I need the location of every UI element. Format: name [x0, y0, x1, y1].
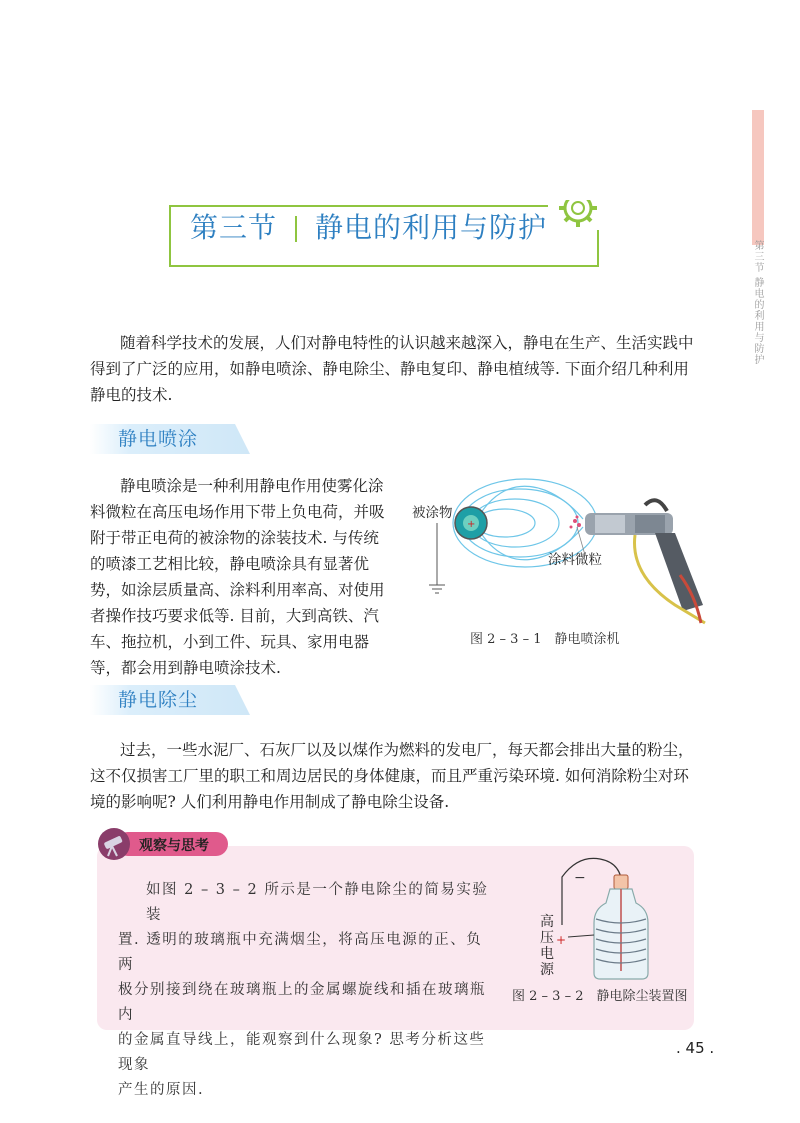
plus-sign: + — [556, 933, 567, 947]
observe-line-2: 置. 透明的玻璃瓶中充满烟尘，将高压电源的正、负两 — [118, 932, 483, 973]
dust-line-2: 这不仅损害工厂里的职工和周边居民的身体健康，而且严重污染环境. 如何消除粉尘对环 — [90, 767, 689, 785]
observe-line-4: 的金属直导线上，能观察到什么现象? 思考分析这些现象 — [118, 1032, 486, 1073]
observe-line-3: 极分别接到绕在玻璃瓶上的金属螺旋线和插在玻璃瓶内 — [118, 982, 486, 1023]
observe-text — [118, 878, 498, 1103]
power-label-char: 高 — [540, 914, 554, 930]
spray-line-5: 势，如涂层质量高、涂料利用率高、对使用 — [90, 581, 385, 599]
section-number: 第三节 — [190, 211, 278, 244]
page-title — [190, 206, 547, 246]
label-coated-object: 被涂物 — [412, 505, 453, 521]
minus-sign: − — [574, 870, 586, 886]
dust-line-3: 境的影响呢? 人们利用静电作用制成了静电除尘设备. — [90, 793, 450, 811]
page-number: . 45 . — [676, 1039, 715, 1057]
power-label-char: 源 — [540, 962, 554, 978]
spray-line-6: 者操作技巧要求低等. 目前，大到高铁、汽 — [90, 607, 379, 625]
title-divider — [295, 216, 297, 242]
label-paint-particles: 涂料微粒 — [548, 552, 602, 568]
bottle-icon — [594, 875, 648, 979]
section-title: 静电的利用与防护 — [315, 211, 548, 244]
chapter-edge-text: 第三节 静电的利用与防护 — [752, 240, 763, 366]
power-source-label — [540, 914, 556, 978]
spray-line-1: 静电喷涂是一种利用静电作用使雾化涂 — [120, 477, 384, 495]
spray-line-8: 等，都会用到静电喷涂技术. — [90, 659, 281, 677]
heading-dust: 静电除尘 — [118, 689, 199, 711]
spray-line-7: 车、拖拉机，小到工件、玩具、家用电器 — [90, 633, 370, 651]
intro-line-1: 随着科学技术的发展，人们对静电特性的认识越来越深入，静电在生产、生活实践中 — [120, 334, 694, 352]
spray-gun-icon — [585, 500, 705, 623]
observe-line-1: 如图 2 – 3 – 2 所示是一个静电除尘的简易实验装 — [146, 882, 489, 923]
figure-caption-2-3-1: 图 2 – 3 – 1 静电喷涂机 — [470, 632, 620, 647]
intro-line-3: 静电的技术. — [90, 386, 173, 404]
spray-line-2: 料微粒在高压电场作用下带上负电荷，并吸 — [90, 503, 385, 521]
power-label-char: 电 — [540, 946, 554, 962]
svg-text:+: + — [467, 519, 476, 530]
gear-icon — [559, 200, 597, 227]
spray-line-3: 附于带正电荷的被涂物的涂装技术. 与传统 — [90, 529, 379, 547]
heading-spray: 静电喷涂 — [118, 428, 199, 450]
observe-line-5: 产生的原因. — [118, 1082, 205, 1098]
dust-line-1: 过去，一些水泥厂、石灰厂以及以煤作为燃料的发电厂，每天都会排出大量的粉尘， — [120, 741, 694, 759]
observe-title: 观察与思考 — [139, 838, 209, 854]
figure-caption-2-3-2: 图 2 – 3 – 2 静电除尘装置图 — [512, 989, 688, 1004]
intro-line-2: 得到了广泛的应用，如静电喷涂、静电除尘、静电复印、静电植绒等. 下面介绍几种利用 — [90, 360, 689, 378]
power-label-char: 压 — [540, 930, 554, 946]
chapter-edge-tab — [752, 110, 764, 245]
spray-line-4: 的喷漆工艺相比较，静电喷涂具有显著优 — [90, 555, 370, 573]
